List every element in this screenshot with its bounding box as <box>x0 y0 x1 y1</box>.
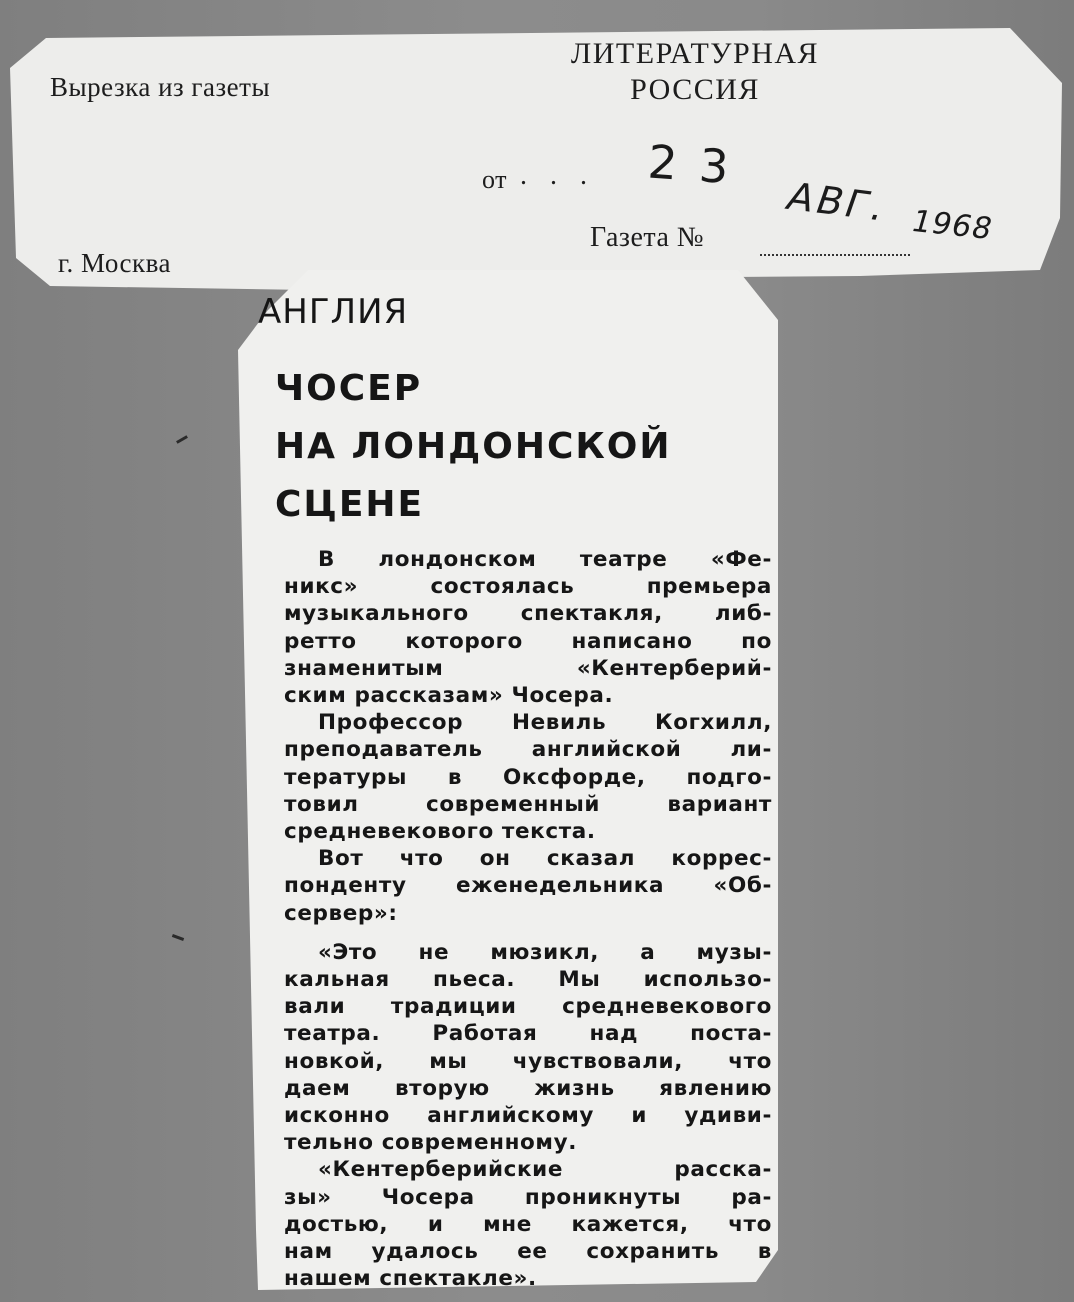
text-line: средневекового текста. <box>284 819 596 845</box>
date-stamp-year: 1968 <box>907 204 998 247</box>
text-line: никс» состоялась премьера <box>284 574 772 600</box>
text-line: новкой, мы чувствовали, что <box>284 1048 772 1074</box>
text-line: тературы в Оксфорде, подго- <box>284 764 772 790</box>
date-stamp-month: АВГ. <box>781 174 895 230</box>
newspaper-name-line-1: ЛИТЕРАТУРНАЯ <box>570 37 820 70</box>
text-line: понденту еженедельника «Об- <box>284 873 772 899</box>
text-line: театра. Работая над поста- <box>284 1021 772 1047</box>
issue-number-line <box>760 254 910 256</box>
text-line: музыкального спектакля, либ- <box>284 601 772 627</box>
rubric: АНГЛИЯ <box>258 292 409 332</box>
newspaper-name <box>530 36 860 108</box>
text-line: кальная пьеса. Мы использо- <box>284 967 772 993</box>
newspaper-name-line-2: РОССИЯ <box>630 73 760 106</box>
text-line: исконно английскому и удиви- <box>284 1103 772 1129</box>
paragraph-4 <box>284 939 772 1157</box>
text-line: «Это не мюзикл, а музы- <box>318 939 772 965</box>
headline-line-1: ЧОСЕР <box>275 368 423 409</box>
text-line: вали традиции средневекового <box>284 994 772 1020</box>
paragraph-1 <box>284 546 772 709</box>
text-line: ским рассказам» Чосера. <box>284 683 614 709</box>
headline <box>275 360 672 534</box>
text-line: нам удалось ее сохранить в <box>284 1239 772 1265</box>
text-line: ретто которого написано по <box>284 628 772 654</box>
headline-line-3: СЦЕНЕ <box>275 484 425 525</box>
text-line: даем вторую жизнь явлению <box>284 1075 772 1101</box>
text-line: Вот что он сказал коррес- <box>318 846 772 872</box>
text-line: тельно современному. <box>284 1130 577 1156</box>
text-line: Профессор Невиль Когхилл, <box>318 710 772 736</box>
text-line: достью, и мне кажется, что <box>284 1211 772 1237</box>
article-body <box>284 546 772 1292</box>
paragraph-2 <box>284 709 772 845</box>
text-line: В лондонском театре «Фе- <box>318 547 772 572</box>
paragraph-3 <box>284 845 772 927</box>
headline-line-2: НА ЛОНДОНСКОЙ <box>275 426 672 467</box>
clipping-label: Вырезка из газеты <box>50 72 271 102</box>
paragraph-gap <box>284 927 772 939</box>
text-line: зы» Чосера проникнуты ра- <box>284 1184 772 1210</box>
text-line: товил современный вариант <box>284 791 772 817</box>
date-label: от <box>482 165 508 194</box>
text-line: «Кентерберийские расска- <box>318 1157 772 1183</box>
text-line: преподаватель английской ли- <box>284 737 772 763</box>
text-line: знаменитым «Кентерберий- <box>284 655 772 681</box>
city-label: г. Москва <box>58 248 172 278</box>
issue-label: Газета № <box>590 222 705 253</box>
paragraph-5 <box>284 1156 772 1292</box>
text-line: нашем спектакле». <box>284 1266 537 1292</box>
date-dots: . . . <box>520 160 595 191</box>
text-line: сервер»: <box>284 900 398 926</box>
date-stamp-day: 23 <box>646 134 753 196</box>
